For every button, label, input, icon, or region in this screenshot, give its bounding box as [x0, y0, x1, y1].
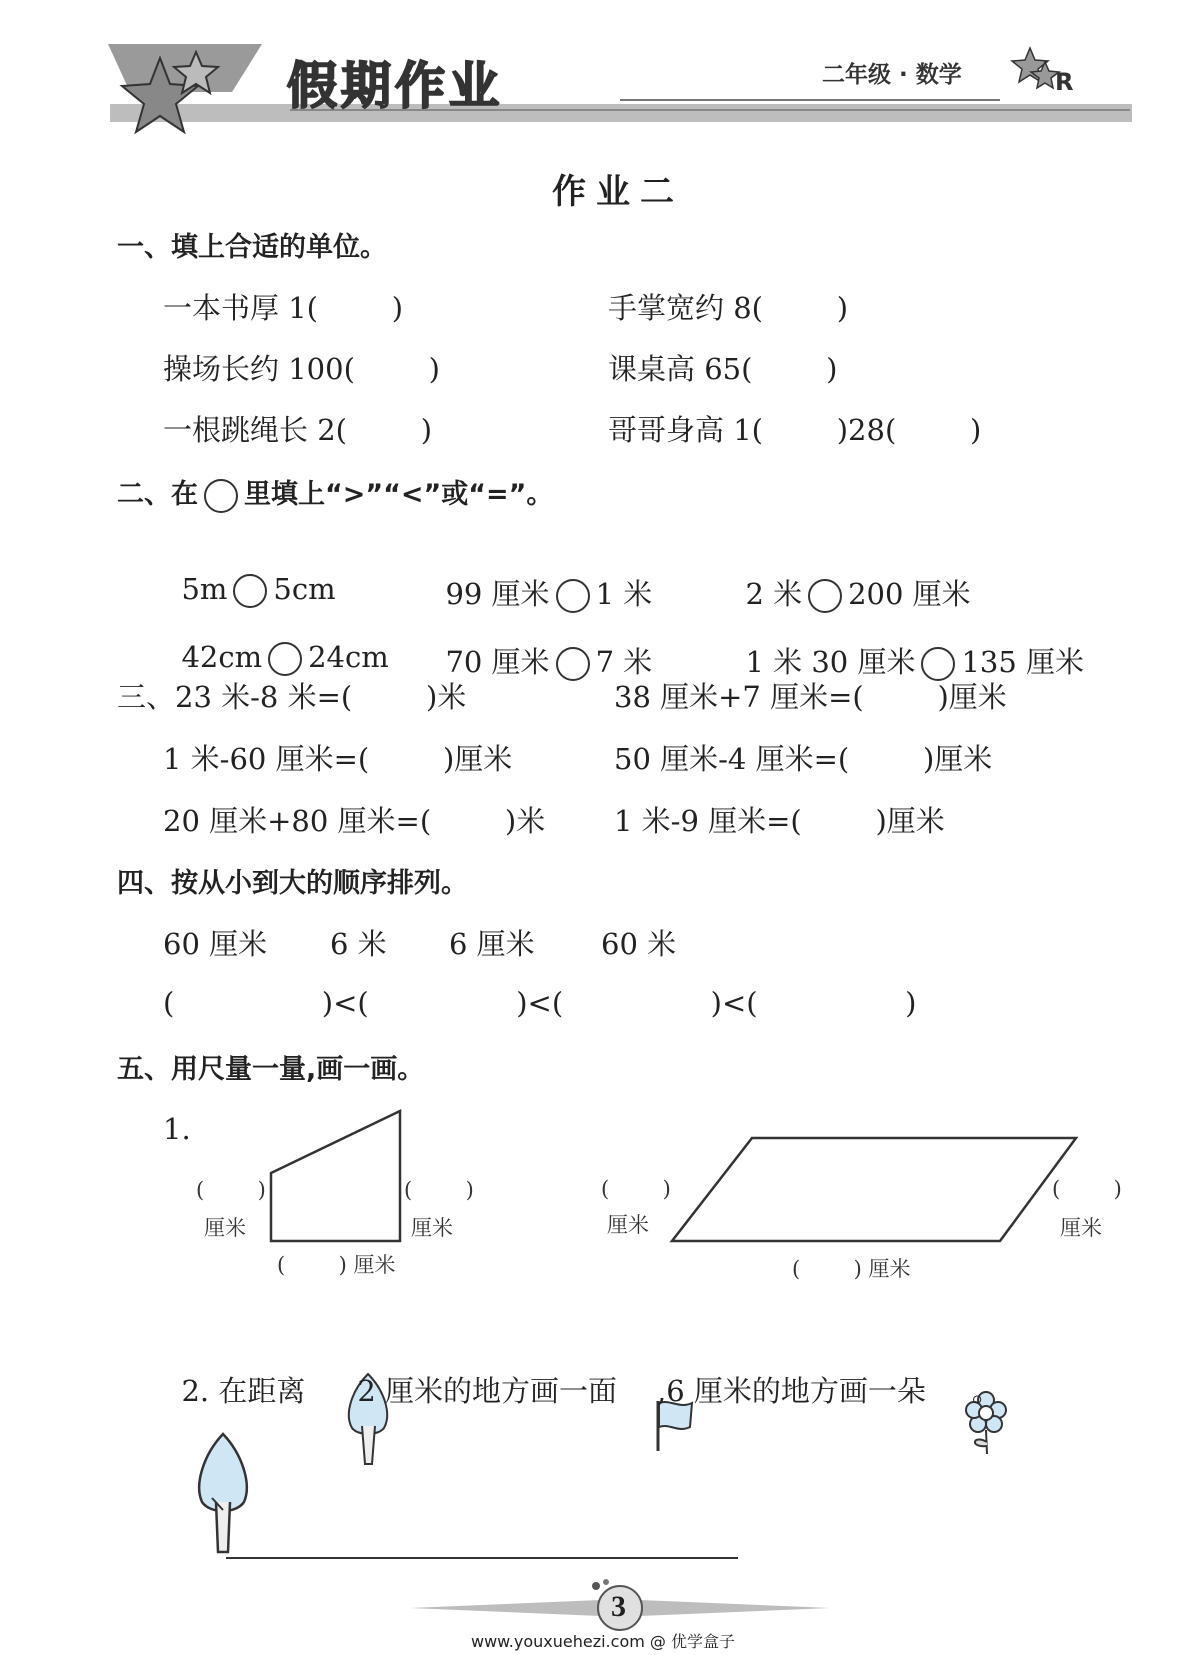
answer-circle[interactable]	[268, 642, 302, 676]
compare-right: 7 米	[595, 645, 653, 679]
answer-circle[interactable]	[233, 574, 267, 608]
q2-part-b: 2 厘米的地方画一面	[357, 1374, 617, 1408]
s1-item: 一本书厚 1( )	[163, 291, 404, 325]
s3-item: 三、23 米-8 米=( )米	[117, 680, 467, 714]
trap-right-unit: 厘米	[411, 1216, 453, 1240]
compare-left: 42cm	[181, 640, 263, 674]
compare-left: 5m	[181, 572, 228, 606]
s4-order-line: ( )<( )<( )<( )	[163, 986, 917, 1020]
header-subject: 二年级 · 数学	[822, 62, 962, 88]
s2-heading-b: 里填上“>”“<”或“=”。	[244, 479, 554, 510]
para-left-blank: ( )	[601, 1177, 671, 1201]
s1-item: 手掌宽约 8( )	[608, 291, 849, 325]
tree-icon	[305, 1368, 357, 1418]
tree-icon	[190, 1432, 256, 1558]
q1-label: 1.	[163, 1112, 191, 1146]
trap-left-unit: 厘米	[204, 1216, 246, 1240]
header-title: 假期作业	[287, 57, 503, 115]
compare-right: 1 米	[595, 577, 653, 611]
parallelogram-shape	[672, 1138, 1076, 1241]
section-1-heading: 一、填上合适的单位。	[117, 232, 387, 263]
section-4-heading: 四、按从小到大的顺序排列。	[117, 868, 468, 899]
compare-right: 200 厘米	[848, 577, 971, 611]
compare-item	[427, 606, 652, 681]
compare-item	[427, 538, 652, 613]
s4-value: 6 厘米	[449, 927, 535, 961]
compare-item	[727, 606, 1084, 681]
s1-item: 哥哥身高 1( )28( )	[608, 413, 982, 447]
trap-right-blank: ( )	[404, 1178, 474, 1202]
compare-left: 2 米	[745, 577, 803, 611]
compare-item	[727, 538, 971, 613]
s3-item: 20 厘米+80 厘米=( )米	[163, 804, 546, 838]
s2-heading-a: 二、在	[117, 479, 198, 510]
compare-left: 1 米 30 厘米	[745, 645, 916, 679]
compare-left: 99 厘米	[445, 577, 550, 611]
flower-icon	[926, 1370, 972, 1416]
small-stars-icon	[1012, 48, 1059, 88]
q2-part-d: 。	[971, 1374, 1001, 1408]
s3-item: 50 厘米-4 厘米=( )厘米	[614, 742, 993, 776]
s4-value: 6 米	[330, 927, 387, 961]
s1-item: 课桌高 65( )	[608, 352, 838, 386]
s3-item: 1 米-60 厘米=( )厘米	[163, 742, 513, 776]
s1-item: 操场长约 100( )	[163, 352, 440, 386]
compare-item	[163, 538, 336, 608]
s4-value: 60 米	[601, 927, 677, 961]
assignment-title: 作业二	[552, 172, 684, 212]
section-5-heading: 五、用尺量一量,画一画。	[117, 1054, 425, 1085]
drawing-baseline	[226, 1557, 738, 1559]
para-left-unit: 厘米	[607, 1213, 649, 1237]
flag-icon	[617, 1373, 657, 1413]
s3-item: 38 厘米+7 厘米=( )厘米	[614, 680, 1007, 714]
header	[0, 0, 1200, 140]
s4-value: 60 厘米	[163, 927, 268, 961]
compare-left: 70 厘米	[445, 645, 550, 679]
q2-text	[163, 1334, 1001, 1418]
footer-watermark: www.youxuehezi.com @ 优学盒子	[471, 1632, 735, 1651]
compare-item	[163, 606, 389, 676]
trap-left-blank: ( )	[196, 1178, 266, 1202]
header-edition: R	[1055, 68, 1074, 96]
trapezoid-shape	[271, 1111, 400, 1241]
answer-circle[interactable]	[556, 647, 590, 681]
compare-right: 5cm	[273, 572, 336, 606]
section-2-heading	[117, 472, 553, 513]
para-right-blank: ( )	[1052, 1177, 1122, 1201]
page-number: 3	[611, 1590, 626, 1623]
para-right-unit: 厘米	[1060, 1216, 1102, 1240]
compare-circle-icon	[204, 479, 238, 513]
trap-bottom-label: ( ) 厘米	[277, 1253, 396, 1277]
compare-right: 135 厘米	[961, 645, 1085, 679]
header-banner-graphic	[0, 0, 1200, 140]
q2-part-a: 2. 在距离	[181, 1374, 306, 1408]
compare-right: 24cm	[308, 640, 389, 674]
s3-item: 1 米-9 厘米=( )厘米	[614, 804, 945, 838]
s1-item: 一根跳绳长 2( )	[163, 413, 433, 447]
q2-part-c: ,6 厘米的地方画一朵	[657, 1374, 926, 1408]
measure-figures	[0, 1100, 1200, 1280]
para-bottom-label: ( ) 厘米	[792, 1257, 911, 1281]
